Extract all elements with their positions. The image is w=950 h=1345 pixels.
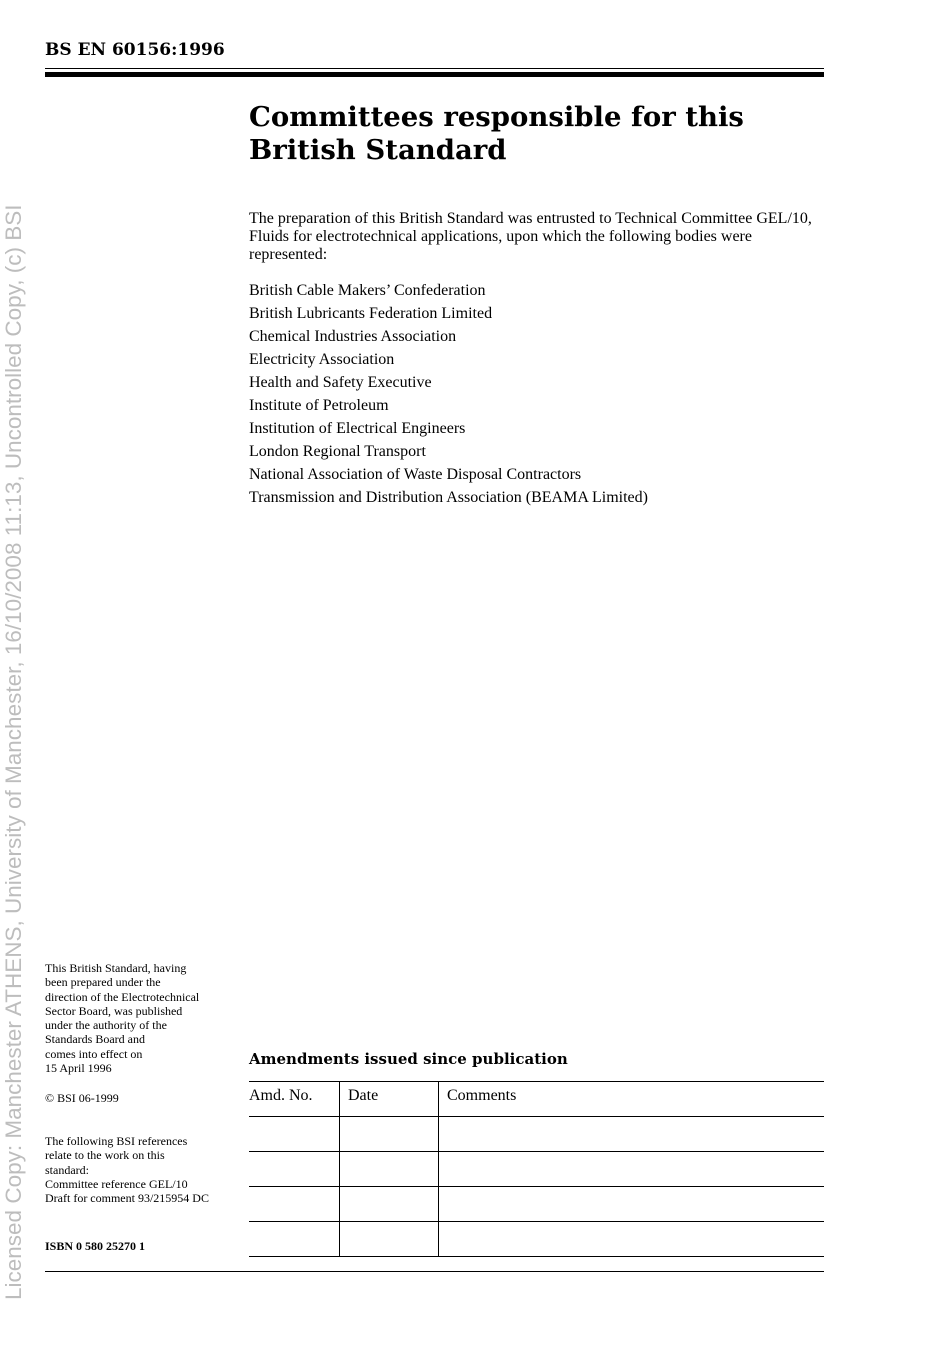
amendments-table: [249, 1081, 824, 1257]
note-line: Standards Board and: [45, 1032, 145, 1047]
reference-line: relate to the work on this: [45, 1148, 165, 1163]
table-cell: [340, 1117, 439, 1152]
table-row: [249, 1117, 824, 1152]
reference-line: Draft for comment 93/215954 DC: [45, 1191, 209, 1206]
table-cell: [340, 1222, 439, 1257]
bsi-references: [45, 1134, 245, 1205]
column-header-date: Date: [340, 1082, 439, 1117]
publication-note: [45, 961, 245, 1075]
intro-paragraph: The preparation of this British Standard was entrusted to Technical Committee GEL/10, Fluids for electrotechnical applications, upon which the following bodies were represented:: [249, 210, 812, 263]
table-cell: [249, 1117, 340, 1152]
table-cell: [249, 1152, 340, 1187]
list-item: British Lubricants Federation Limited: [249, 305, 493, 322]
table-cell: [439, 1152, 825, 1187]
title-line-1: Committees responsible for this: [249, 101, 744, 133]
list-item: Health and Safety Executive: [249, 374, 432, 391]
note-line: This British Standard, having: [45, 961, 187, 975]
represented-bodies-list: [249, 281, 648, 511]
header-rule-thin: [45, 68, 824, 69]
document-id: BS EN 60156:1996: [45, 40, 225, 60]
table-cell: [439, 1117, 825, 1152]
note-line: direction of the Electrotechnical: [45, 989, 200, 1004]
list-item: Institution of Electrical Engineers: [249, 420, 466, 437]
list-item: Institute of Petroleum: [249, 397, 389, 414]
list-item: British Cable Makers’ Confederation: [249, 282, 486, 299]
table-row: [249, 1222, 824, 1257]
note-line: Sector Board, was published: [45, 1003, 183, 1018]
list-item: Chemical Industries Association: [249, 328, 457, 345]
table-row: [249, 1187, 824, 1222]
table-cell: [340, 1187, 439, 1222]
amendments-heading: Amendments issued since publication: [249, 1050, 568, 1068]
column-header-amd-no: Amd. No.: [249, 1082, 340, 1117]
note-line: under the authority of the: [45, 1018, 167, 1033]
column-header-comments: Comments: [439, 1082, 825, 1117]
table-cell: [439, 1187, 825, 1222]
title-line-2: British Standard: [249, 134, 507, 166]
table-header-row: [249, 1082, 824, 1117]
licensed-copy-watermark: Licensed Copy: Manchester ATHENS, University of Manchester, 16/10/2008 11:13, Uncontrolled Copy, (c) BSI: [1, 204, 26, 1300]
list-item: Electricity Association: [249, 351, 395, 368]
table-cell: [249, 1222, 340, 1257]
note-line: been prepared under the: [45, 975, 161, 990]
table-cell: [340, 1152, 439, 1187]
note-line: comes into effect on: [45, 1046, 143, 1061]
list-item: National Association of Waste Disposal Contractors: [249, 466, 582, 483]
table-cell: [439, 1222, 825, 1257]
reference-line: The following BSI references: [45, 1134, 188, 1148]
copyright-notice: © BSI 06-1999: [45, 1091, 119, 1105]
note-line: 15 April 1996: [45, 1061, 112, 1076]
header-rule-thick: [45, 72, 824, 77]
list-item: London Regional Transport: [249, 443, 426, 460]
reference-line: Committee reference GEL/10: [45, 1176, 188, 1191]
reference-line: standard:: [45, 1162, 89, 1177]
table-cell: [249, 1187, 340, 1222]
list-item: Transmission and Distribution Association (BEAMA Limited): [249, 489, 648, 506]
page-title: [249, 101, 809, 167]
isbn-number: ISBN 0 580 25270 1: [45, 1239, 146, 1253]
footer-rule: [45, 1271, 824, 1272]
table-row: [249, 1152, 824, 1187]
